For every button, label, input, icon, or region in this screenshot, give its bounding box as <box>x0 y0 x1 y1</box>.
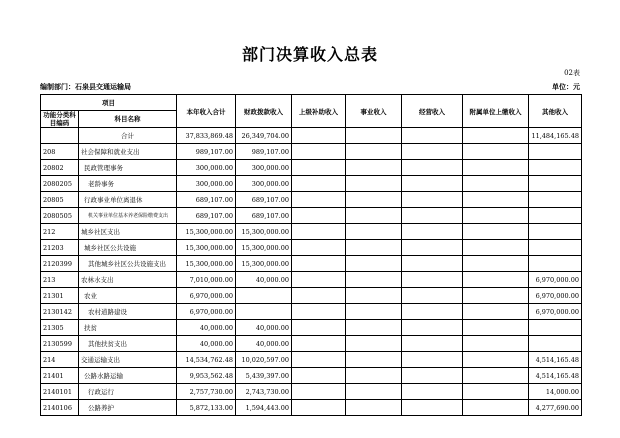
row-fiscal <box>236 288 292 304</box>
table-row <box>41 368 582 384</box>
row-affiliated <box>463 128 529 144</box>
row-total: 37,833,869.48 <box>177 128 236 144</box>
row-name: 其他扶贫支出 <box>79 336 177 352</box>
row-name: 合计 <box>79 128 177 144</box>
row-business <box>346 192 402 208</box>
table-row <box>41 160 582 176</box>
row-other <box>529 160 582 176</box>
row-business <box>346 336 402 352</box>
row-code: 212 <box>41 224 79 240</box>
row-code: 214 <box>41 352 79 368</box>
row-other <box>529 192 582 208</box>
row-affiliated <box>463 288 529 304</box>
row-business <box>346 368 402 384</box>
row-fiscal: 15,300,000.00 <box>236 224 292 240</box>
table-row <box>41 336 582 352</box>
row-operating <box>402 288 463 304</box>
row-business <box>346 208 402 224</box>
row-code: 208 <box>41 144 79 160</box>
row-superior <box>292 160 346 176</box>
row-affiliated <box>463 272 529 288</box>
row-other: 4,514,165.48 <box>529 368 582 384</box>
row-name: 老龄事务 <box>79 176 177 192</box>
row-affiliated <box>463 336 529 352</box>
row-name: 农村道路建设 <box>79 304 177 320</box>
row-affiliated <box>463 384 529 400</box>
row-operating <box>402 192 463 208</box>
row-operating <box>402 320 463 336</box>
row-name: 扶贫 <box>79 320 177 336</box>
row-other <box>529 256 582 272</box>
row-total: 9,953,562.48 <box>177 368 236 384</box>
table-row <box>41 192 582 208</box>
row-name: 机关事业单位基本养老保险缴费支出 <box>79 208 177 224</box>
row-superior <box>292 176 346 192</box>
row-other <box>529 240 582 256</box>
row-total: 15,300,000.00 <box>177 224 236 240</box>
row-total: 7,010,000.00 <box>177 272 236 288</box>
row-fiscal: 40,000.00 <box>236 272 292 288</box>
row-other <box>529 144 582 160</box>
organization-label: 编制部门：石泉县交通运输局 <box>40 82 131 91</box>
table-row <box>41 288 582 304</box>
row-fiscal: 15,300,000.00 <box>236 256 292 272</box>
row-fiscal: 2,743,730.00 <box>236 384 292 400</box>
row-affiliated <box>463 256 529 272</box>
row-operating <box>402 176 463 192</box>
row-name: 交通运输支出 <box>79 352 177 368</box>
row-total: 300,000.00 <box>177 176 236 192</box>
row-business <box>346 160 402 176</box>
row-superior <box>292 272 346 288</box>
row-fiscal: 26,349,704.00 <box>236 128 292 144</box>
row-operating <box>402 256 463 272</box>
row-code: 21203 <box>41 240 79 256</box>
row-other <box>529 176 582 192</box>
row-superior <box>292 352 346 368</box>
row-business <box>346 224 402 240</box>
row-other: 6,970,000.00 <box>529 272 582 288</box>
row-superior <box>292 336 346 352</box>
row-fiscal <box>236 304 292 320</box>
row-other <box>529 336 582 352</box>
row-fiscal: 15,300,000.00 <box>236 240 292 256</box>
row-superior <box>292 224 346 240</box>
table-row <box>41 224 582 240</box>
header-total: 本年收入合计 <box>177 95 236 128</box>
page-title: 部门决算收入总表 <box>241 45 378 64</box>
row-operating <box>402 224 463 240</box>
row-affiliated <box>463 160 529 176</box>
row-business <box>346 400 402 416</box>
header-code: 功能分类科目编码 <box>41 111 79 128</box>
row-code: 21301 <box>41 288 79 304</box>
row-fiscal: 5,439,397.00 <box>236 368 292 384</box>
row-name: 社会保障和就业支出 <box>79 144 177 160</box>
row-superior <box>292 144 346 160</box>
row-business <box>346 272 402 288</box>
row-operating <box>402 400 463 416</box>
row-name: 其他城乡社区公共设施支出 <box>79 256 177 272</box>
row-other: 14,000.00 <box>529 384 582 400</box>
row-total: 2,757,730.00 <box>177 384 236 400</box>
row-fiscal: 1,594,443.00 <box>236 400 292 416</box>
row-affiliated <box>463 352 529 368</box>
header-affiliated: 附属单位上缴收入 <box>463 95 529 128</box>
row-operating <box>402 304 463 320</box>
row-affiliated <box>463 224 529 240</box>
row-affiliated <box>463 192 529 208</box>
row-affiliated <box>463 368 529 384</box>
table-row <box>41 144 582 160</box>
row-other: 6,970,000.00 <box>529 304 582 320</box>
row-operating <box>402 352 463 368</box>
row-name: 公路养护 <box>79 400 177 416</box>
row-code <box>41 128 79 144</box>
row-total: 689,107.00 <box>177 208 236 224</box>
row-code: 2130142 <box>41 304 79 320</box>
row-affiliated <box>463 208 529 224</box>
row-code: 2080205 <box>41 176 79 192</box>
table-row <box>41 176 582 192</box>
row-superior <box>292 400 346 416</box>
row-superior <box>292 208 346 224</box>
header-name: 科目名称 <box>79 111 177 128</box>
row-operating <box>402 272 463 288</box>
row-operating <box>402 336 463 352</box>
row-name: 民政管理事务 <box>79 160 177 176</box>
row-name: 公路水路运输 <box>79 368 177 384</box>
row-superior <box>292 256 346 272</box>
row-business <box>346 144 402 160</box>
row-operating <box>402 368 463 384</box>
row-code: 2120399 <box>41 256 79 272</box>
row-total: 15,300,000.00 <box>177 256 236 272</box>
row-name: 行政运行 <box>79 384 177 400</box>
row-total: 989,107.00 <box>177 144 236 160</box>
row-fiscal: 10,020,597.00 <box>236 352 292 368</box>
row-business <box>346 384 402 400</box>
table-row <box>41 240 582 256</box>
row-name: 农林水支出 <box>79 272 177 288</box>
row-total: 40,000.00 <box>177 336 236 352</box>
row-other: 6,970,000.00 <box>529 288 582 304</box>
table-row <box>41 272 582 288</box>
header-project: 项目 <box>41 95 177 111</box>
row-code: 21401 <box>41 368 79 384</box>
row-business <box>346 288 402 304</box>
table-row <box>41 400 582 416</box>
row-code: 20802 <box>41 160 79 176</box>
row-code: 2130599 <box>41 336 79 352</box>
row-affiliated <box>463 320 529 336</box>
header-superior: 上级补助收入 <box>292 95 346 128</box>
row-other <box>529 208 582 224</box>
row-operating <box>402 160 463 176</box>
table-body <box>41 128 582 416</box>
row-name: 城乡社区公共设施 <box>79 240 177 256</box>
row-operating <box>402 144 463 160</box>
row-affiliated <box>463 240 529 256</box>
header-fiscal: 财政拨款收入 <box>236 95 292 128</box>
row-code: 21305 <box>41 320 79 336</box>
row-operating <box>402 384 463 400</box>
row-operating <box>402 208 463 224</box>
row-other: 4,514,165.48 <box>529 352 582 368</box>
table-row <box>41 256 582 272</box>
row-affiliated <box>463 304 529 320</box>
row-superior <box>292 304 346 320</box>
row-fiscal: 689,107.00 <box>236 208 292 224</box>
row-code: 2140101 <box>41 384 79 400</box>
unit-label: 单位：元 <box>552 82 580 91</box>
row-other <box>529 320 582 336</box>
row-name: 农业 <box>79 288 177 304</box>
row-fiscal: 40,000.00 <box>236 320 292 336</box>
header-other: 其他收入 <box>529 95 582 128</box>
row-affiliated <box>463 144 529 160</box>
row-other <box>529 224 582 240</box>
row-fiscal: 300,000.00 <box>236 176 292 192</box>
row-superior <box>292 320 346 336</box>
row-total: 689,107.00 <box>177 192 236 208</box>
row-total: 40,000.00 <box>177 320 236 336</box>
row-business <box>346 128 402 144</box>
row-other: 4,277,690.00 <box>529 400 582 416</box>
row-code: 2140106 <box>41 400 79 416</box>
row-fiscal: 989,107.00 <box>236 144 292 160</box>
row-business <box>346 352 402 368</box>
row-operating <box>402 128 463 144</box>
table-row <box>41 208 582 224</box>
table-row <box>41 352 582 368</box>
row-operating <box>402 240 463 256</box>
row-code: 2080505 <box>41 208 79 224</box>
row-affiliated <box>463 400 529 416</box>
row-total: 6,970,000.00 <box>177 288 236 304</box>
row-superior <box>292 240 346 256</box>
row-superior <box>292 192 346 208</box>
table-row <box>41 304 582 320</box>
row-fiscal: 689,107.00 <box>236 192 292 208</box>
row-name: 城乡社区支出 <box>79 224 177 240</box>
row-business <box>346 304 402 320</box>
row-superior <box>292 288 346 304</box>
row-business <box>346 256 402 272</box>
row-code: 20805 <box>41 192 79 208</box>
header-operating: 经营收入 <box>402 95 463 128</box>
row-total: 300,000.00 <box>177 160 236 176</box>
row-superior <box>292 368 346 384</box>
row-fiscal: 300,000.00 <box>236 160 292 176</box>
table-row <box>41 320 582 336</box>
row-name: 行政事业单位离退休 <box>79 192 177 208</box>
table-row <box>41 128 582 144</box>
row-other: 11,484,165.48 <box>529 128 582 144</box>
form-number: 02表 <box>564 69 580 77</box>
row-total: 15,300,000.00 <box>177 240 236 256</box>
row-superior <box>292 384 346 400</box>
revenue-summary-table <box>40 94 582 416</box>
row-affiliated <box>463 176 529 192</box>
row-fiscal: 40,000.00 <box>236 336 292 352</box>
row-total: 14,534,762.48 <box>177 352 236 368</box>
row-business <box>346 176 402 192</box>
row-code: 213 <box>41 272 79 288</box>
table-row <box>41 384 582 400</box>
row-business <box>346 240 402 256</box>
row-total: 6,970,000.00 <box>177 304 236 320</box>
header-business: 事业收入 <box>346 95 402 128</box>
row-total: 5,872,133.00 <box>177 400 236 416</box>
row-business <box>346 320 402 336</box>
row-superior <box>292 128 346 144</box>
